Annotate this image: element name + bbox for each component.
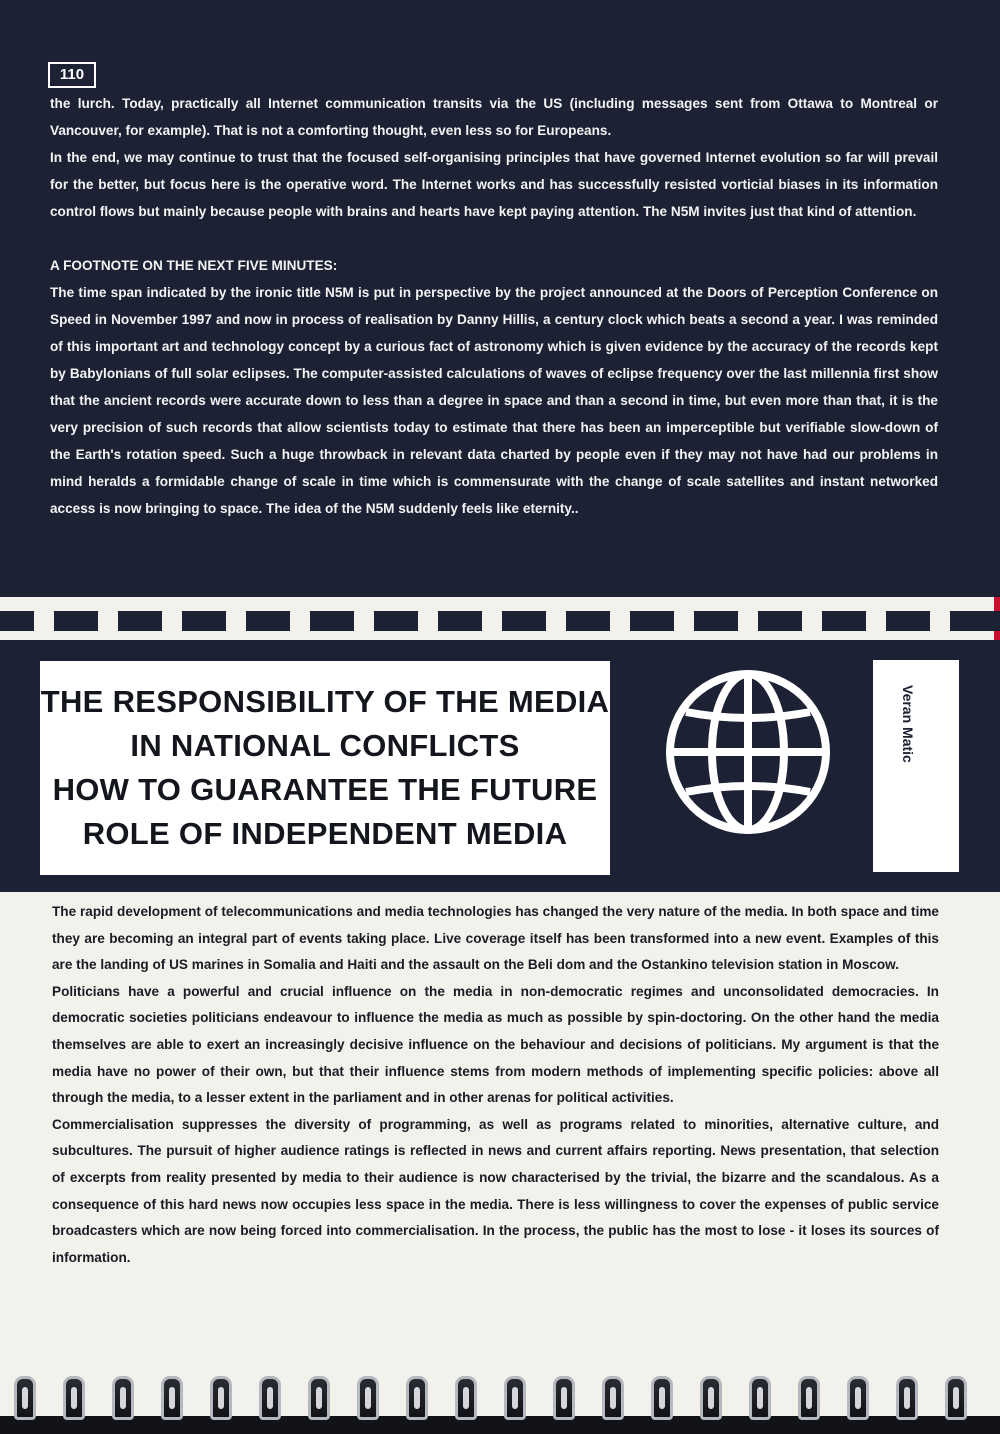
binding-ring	[602, 1376, 624, 1420]
binding-ring	[896, 1376, 918, 1420]
article-body	[52, 899, 939, 1271]
binding-ring	[700, 1376, 722, 1420]
binding-ring	[357, 1376, 379, 1420]
paragraph-gap	[50, 225, 938, 252]
binding-ring	[945, 1376, 967, 1420]
author-box	[873, 660, 959, 872]
binding-ring	[259, 1376, 281, 1420]
footnote-heading: A FOOTNOTE ON THE NEXT FIVE MINUTES:	[50, 258, 338, 273]
globe-icon	[656, 660, 840, 844]
binding-ring	[161, 1376, 183, 1420]
title-line-2: IN NATIONAL CONFLICTS	[130, 728, 520, 763]
binding-ring	[749, 1376, 771, 1420]
footnote-text: The time span indicated by the ironic title N5M is put in perspective by the project announced at the Doors of Perception Conference on Speed in November 1997 and now in process of realisation by Danny Hillis, a century clock which beats a second a year. I was reminded of this important art and technology concept by a curious fact of astronomy which is given evidence by the accuracy of the records kept by Babylonians of full solar eclipses. The computer-assisted calculations of waves of eclipse frequency over the last millennia first show that the ancient records were accurate down to less than a degree in space and than a second in time, but even more than that, it is the very precision of such records that allow scientists today to estimate that there has been an imperceptible but verifiable slow-down of the Earth's rotation speed. Such a huge throwback in relevant data charted by people even if they may not have had our problems in mind heralds a formidable change of scale in time which is commensurate with the change of scale satellites and instant networked access is now bringing to space. The idea of the N5M suddenly feels like eternity..	[50, 285, 938, 516]
body-paragraph-1: The rapid development of telecommunications and media technologies has changed the very nature of the media. In both space and time they are becoming an integral part of events taking place. Live coverage itself has been transformed into a new event. Examples of this are the landing of US marines in Somalia and Haiti and the assault on the Beli dom and the Ostankino television station in Moscow.	[52, 904, 939, 973]
binding-ring	[847, 1376, 869, 1420]
body-paragraph-2: Politicians have a powerful and crucial influence on the media in non-democratic regimes and unconsolidated democracies. In democratic societies politicians endeavour to influence the media as much as possible by spin-doctoring. On the other hand the media themselves are able to exert an increasingly decisive influence on the behaviour and decisions of politicians. My argument is that the media have no power of their own, but that their influence stems from modern methods of implementing specific policies: above all through the media, to a lesser extent in the parliament and in other arenas for political activities.	[52, 983, 939, 1106]
binding-ring	[651, 1376, 673, 1420]
binding-ring	[308, 1376, 330, 1420]
body-paragraph-3: Commercialisation suppresses the diversity of programming, as well as programs related to minorities, alternative culture, and subcultures. The pursuit of higher audience ratings is reflected in news and current affairs reporting. News presentation, that selection of excerpts from reality presented by media to their audience is now characterised by the trivial, the bizarre and the scandalous. As a consequence of this hard news now occupies less space in the media. There is less willingness to cover the expenses of public service broadcasters which are now being forced into commercialisation. In the process, the public has the most to lose - it loses its sources of information.	[52, 1116, 939, 1265]
article-title	[40, 661, 610, 875]
top-dark-panel	[0, 0, 1000, 597]
page-number: 110	[48, 62, 96, 88]
dashed-divider	[0, 611, 1000, 631]
author-name: Veran Matic	[900, 685, 916, 763]
top-paragraph-2: In the end, we may continue to trust that the focused self-organising principles that have governed Internet evolution so far will prevail for the better, but focus here is the operative word. The Internet works and has successfully resisted vorticial biases in its information control flows but mainly because people with brains and hearts have kept paying attention. The N5M invites just that kind of attention.	[50, 150, 938, 219]
binding-ring	[553, 1376, 575, 1420]
spiral-binding	[0, 1376, 1000, 1434]
top-paragraph-1: the lurch. Today, practically all Internet communication transits via the US (including messages sent from Ottawa to Montreal or Vancouver, for example). That is not a comforting thought, even less so for Europeans.	[50, 96, 938, 138]
binding-ring	[63, 1376, 85, 1420]
binding-ring	[210, 1376, 232, 1420]
binding-ring	[504, 1376, 526, 1420]
title-line-3: HOW TO GUARANTEE THE FUTURE	[52, 772, 598, 807]
binding-ring	[798, 1376, 820, 1420]
top-text-block	[50, 90, 938, 522]
binding-ring	[112, 1376, 134, 1420]
binding-ring	[14, 1376, 36, 1420]
title-line-4: ROLE OF INDEPENDENT MEDIA	[82, 816, 568, 851]
binding-ring	[406, 1376, 428, 1420]
title-line-1: THE RESPONSIBILITY OF THE MEDIA	[40, 684, 610, 719]
binding-ring	[455, 1376, 477, 1420]
